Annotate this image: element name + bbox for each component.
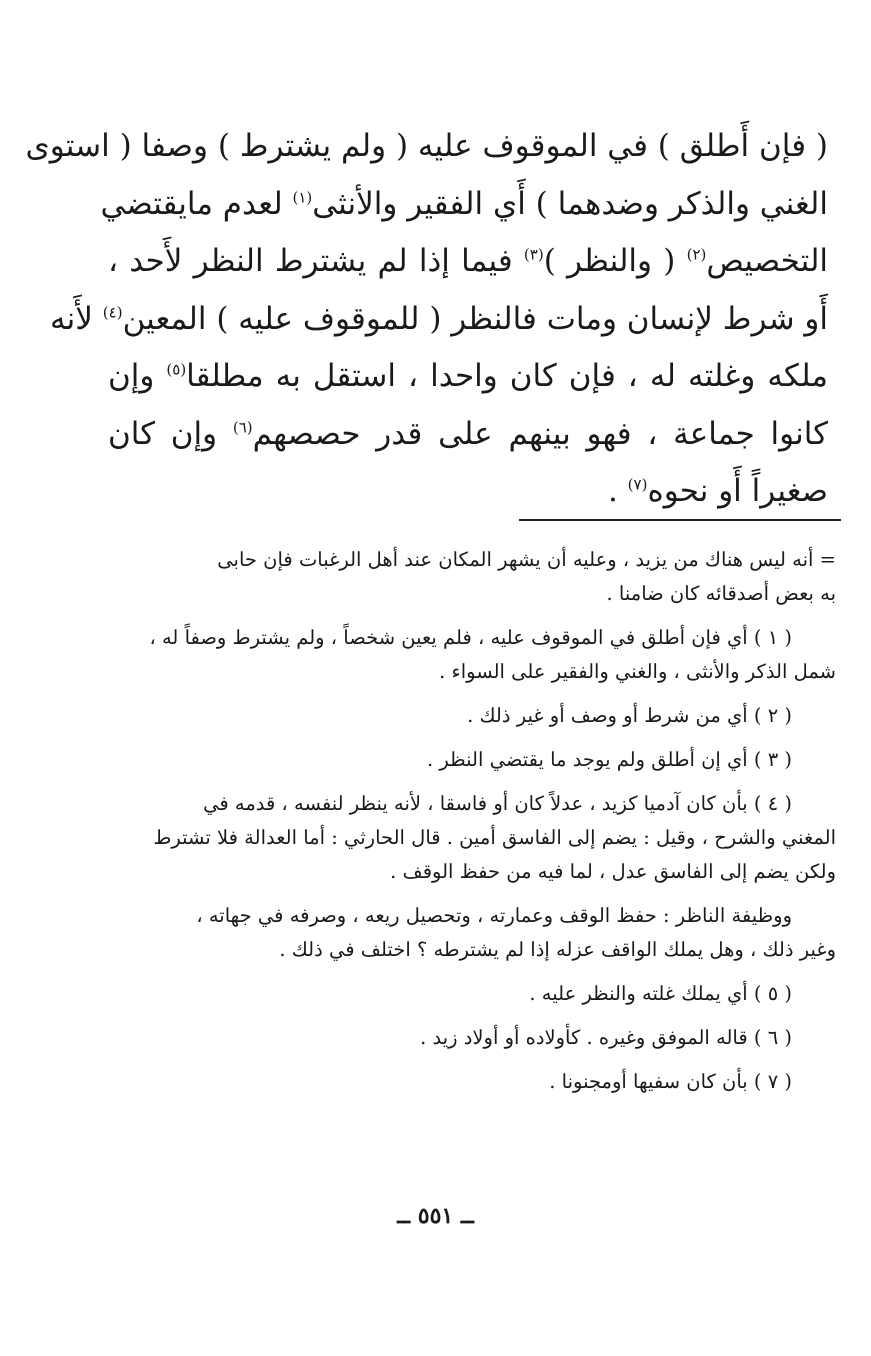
footnote-reference: (٦): [232, 418, 253, 437]
footnote-line: ولكن يضم إلى الفاسق عدل ، لما فيه من حفظ الوقف .: [390, 860, 836, 883]
footnote-line: = أنه ليس هناك من يزيد ، وعليه أن يشهر المكان عند أهل الرغبات فإن حابى: [217, 548, 836, 571]
footnote-reference: (٥): [166, 360, 187, 379]
footnote-line: ( ٧ ) بأن كان سفيها أومجنونا .: [549, 1070, 792, 1093]
footnote-line: المغني والشرح ، وقيل : يضم إلى الفاسق أمين . قال الحارثي : أما العدالة فلا تشترط: [153, 826, 836, 849]
footnote-line: به بعض أصدقائه كان ضامنا .: [606, 582, 836, 605]
footnote-5: [108, 977, 836, 1011]
footnote-line: ( ١ ) أي فإن أطلق في الموقوف عليه ، فلم يعين شخصاً ، ولم يشترط وصفاً له ،: [149, 626, 792, 649]
footnote-separator-rule: [519, 519, 841, 521]
footnote-line: وغير ذلك ، وهل يملك الواقف عزله إذا لم يشترطه ؟ اختلف في ذلك .: [279, 938, 836, 961]
footnote-3: [108, 743, 836, 777]
main-text-line: أَو شرط لإنسان ومات فالنظر ( للموقوف عليه ) المعين$^{(٤)}$ لأَنه: [50, 300, 828, 337]
footnote-6: [108, 1021, 836, 1055]
footnote-line: ووظيفة الناظر : حفظ الوقف وعمارته ، وتحصيل ريعه ، وصرفه في جهاته ،: [196, 904, 792, 927]
footnote-line: ( ٣ ) أي إن أطلق ولم يوجد ما يقتضي النظر .: [426, 748, 792, 771]
footnote-4-continued: [108, 899, 836, 967]
footnote-1: [108, 621, 836, 689]
footnote-reference: (٢): [686, 245, 707, 264]
footnote-line: ( ٤ ) بأن كان آدميا كزيد ، عدلاً كان أو فاسقا ، لأنه ينظر لنفسه ، قدمه في: [203, 792, 792, 815]
main-text-line: صغيراً أَو نحوه$^{(٧)}$ .: [607, 473, 828, 509]
main-text-line: التخصيص$^{(٢)}$ ( والنظر )$^{(٣)}$ فيما إذا لم يشترط النظر لأَحد ،: [108, 243, 828, 279]
main-text-line: ( فإن أَطلق ) في الموقوف عليه ( ولم يشترط ) وصفا ( استوى: [25, 128, 828, 164]
footnote-line: ( ٦ ) قاله الموفق وغيره . كأولاده أو أولاد زيد .: [420, 1026, 792, 1049]
page-number: ــ ٥٥١ ــ: [397, 1203, 474, 1229]
footnote-reference: (٧): [627, 475, 648, 494]
footnote-line: ( ٥ ) أي يملك غلته والنظر عليه .: [529, 982, 792, 1005]
footnote-2: [108, 699, 836, 733]
footnote-reference: (٣): [523, 245, 544, 264]
main-text-line: الغني والذكر وضدهما ) أَي الفقير والأنثى$^{(١)}$ لعدم مايقتضي: [100, 185, 828, 222]
main-text-line: كانوا جماعة ، فهو بينهم على قدر حصصهم$^{(٦)}$ وإن كان: [108, 415, 828, 452]
footnote-line: ( ٢ ) أي من شرط أو وصف أو غير ذلك .: [467, 704, 792, 727]
footnote-7: [108, 1065, 836, 1099]
footnote-reference: (١): [292, 188, 313, 207]
footnote-line: شمل الذكر والأنثى ، والغني والفقير على السواء .: [439, 660, 836, 683]
main-text-block: [25, 118, 829, 521]
footnote-reference: (٤): [102, 303, 123, 322]
footnote-4: [108, 787, 836, 889]
main-text-line: ملكه وغلته له ، فإن كان واحدا ، استقل به مطلقا$^{(٥)}$ وإن: [108, 358, 829, 394]
footnotes-block: [108, 543, 836, 1109]
footnote-continuation: [108, 543, 836, 611]
